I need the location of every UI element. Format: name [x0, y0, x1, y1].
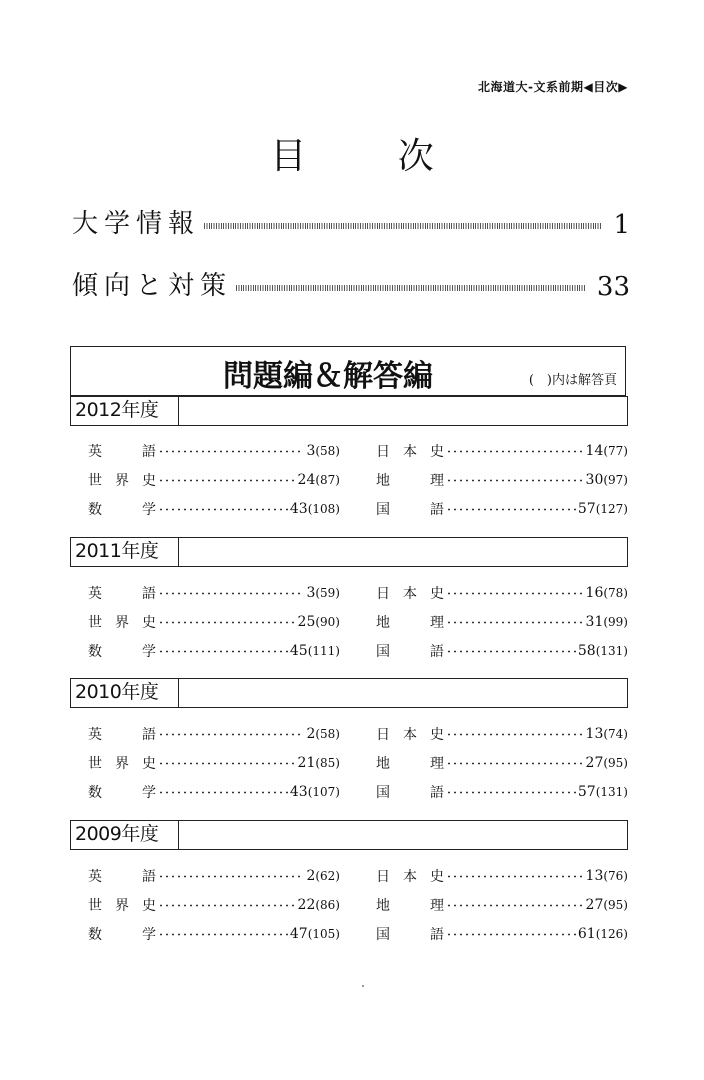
- subject-name: 世 界 史: [88, 473, 156, 489]
- scan-speck: [362, 985, 364, 987]
- leader-dots: [446, 904, 584, 907]
- question-page: 57: [577, 501, 596, 517]
- subject-entry[interactable]: [88, 640, 340, 662]
- page-numbers: [586, 585, 628, 601]
- answer-page: (111): [307, 644, 340, 658]
- subject-entry[interactable]: [376, 640, 628, 662]
- leader-dots: [158, 592, 304, 595]
- subject-name: 英 語: [88, 444, 156, 460]
- question-page: 14: [585, 443, 604, 459]
- subject-name: 世 界 史: [88, 615, 156, 631]
- subject-name: 地 理: [376, 473, 444, 489]
- answer-page: (58): [315, 444, 340, 458]
- subject-name: 地 理: [376, 756, 444, 772]
- answer-page: (95): [603, 756, 628, 770]
- subject-name: 日 本 史: [376, 727, 444, 743]
- subject-entry[interactable]: [376, 781, 628, 803]
- page-numbers: [586, 897, 628, 913]
- page-numbers: [298, 472, 340, 488]
- answer-page: (74): [603, 727, 628, 741]
- subject-row: [88, 582, 628, 611]
- question-page: 3: [306, 443, 316, 459]
- year-heading: [70, 820, 628, 850]
- subject-name: 地 理: [376, 898, 444, 914]
- answer-page: (58): [315, 727, 340, 741]
- page-numbers: [298, 897, 340, 913]
- subject-name: 英 語: [88, 586, 156, 602]
- leader-dots: [158, 450, 304, 453]
- year-heading: [70, 537, 628, 567]
- subject-list: [88, 440, 628, 527]
- section-note: ( )内は解答頁: [528, 373, 617, 388]
- question-page: 47: [289, 926, 308, 942]
- toc-entry[interactable]: [72, 200, 630, 240]
- subject-name: 数 学: [88, 785, 156, 801]
- subject-list: [88, 865, 628, 952]
- subject-name: 国 語: [376, 785, 444, 801]
- subject-list: [88, 723, 628, 810]
- subject-name: 日 本 史: [376, 444, 444, 460]
- subject-entry[interactable]: [88, 469, 340, 491]
- subject-name: 数 学: [88, 927, 156, 943]
- subject-name: 英 語: [88, 727, 156, 743]
- year-label: 2012年度: [71, 397, 179, 425]
- subject-row: [88, 611, 628, 640]
- subject-row: [88, 752, 628, 781]
- subject-entry[interactable]: [88, 440, 340, 462]
- subject-entry[interactable]: [376, 894, 628, 916]
- subject-entry[interactable]: [376, 582, 628, 604]
- answer-page: (59): [315, 586, 340, 600]
- subject-entry[interactable]: [88, 611, 340, 633]
- question-page: 2: [306, 868, 316, 884]
- page-numbers: [290, 643, 340, 659]
- answer-page: (77): [603, 444, 628, 458]
- question-page: 21: [297, 755, 316, 771]
- page-numbers: [578, 926, 628, 942]
- page-numbers: [586, 726, 628, 742]
- toc-entry-label: 大学情報: [72, 209, 201, 239]
- answer-page: (86): [315, 898, 340, 912]
- subject-name: 国 語: [376, 502, 444, 518]
- question-page: 27: [585, 755, 604, 771]
- subject-list: [88, 582, 628, 669]
- question-page: 16: [585, 585, 604, 601]
- leader-dots: [446, 592, 584, 595]
- subject-name: 数 学: [88, 644, 156, 660]
- toc-entry[interactable]: [72, 262, 630, 302]
- leader-dots: [446, 791, 576, 794]
- page-title: 目 次: [270, 136, 474, 177]
- year-label: 2010年度: [71, 679, 179, 707]
- subject-entry[interactable]: [376, 469, 628, 491]
- subject-row: [88, 469, 628, 498]
- subject-entry[interactable]: [376, 498, 628, 520]
- subject-name: 世 界 史: [88, 756, 156, 772]
- subject-entry[interactable]: [376, 611, 628, 633]
- question-page: 25: [297, 614, 316, 630]
- answer-page: (78): [603, 586, 628, 600]
- subject-name: 地 理: [376, 615, 444, 631]
- answer-page: (62): [315, 869, 340, 883]
- leader-dots: [158, 650, 288, 653]
- year-label: 2009年度: [71, 821, 179, 849]
- leader-dots: [446, 933, 576, 936]
- subject-entry[interactable]: [88, 781, 340, 803]
- year-heading: [70, 396, 628, 426]
- subject-name: 国 語: [376, 644, 444, 660]
- page-numbers: [298, 614, 340, 630]
- subject-entry[interactable]: [88, 723, 340, 745]
- page-numbers: [290, 926, 340, 942]
- question-page: 45: [289, 643, 308, 659]
- toc-entry-page: 33: [596, 272, 630, 302]
- subject-name: 国 語: [376, 927, 444, 943]
- section-title-box: [70, 346, 626, 396]
- page-numbers: [578, 501, 628, 517]
- page-numbers: [578, 643, 628, 659]
- answer-page: (76): [603, 869, 628, 883]
- year-heading: [70, 678, 628, 708]
- page-numbers: [298, 755, 340, 771]
- subject-name: 英 語: [88, 869, 156, 885]
- question-page: 13: [585, 726, 604, 742]
- running-header: 北海道大-文系前期◀目次▶: [478, 80, 628, 94]
- answer-page: (131): [595, 644, 628, 658]
- answer-page: (105): [307, 927, 340, 941]
- leader-dots: [446, 650, 576, 653]
- leader-dots: [158, 762, 296, 765]
- leader-dots: [158, 508, 288, 511]
- answer-page: (85): [315, 756, 340, 770]
- answer-page: (131): [595, 785, 628, 799]
- question-page: 61: [577, 926, 596, 942]
- subject-row: [88, 498, 628, 527]
- page-numbers: [586, 472, 628, 488]
- answer-page: (95): [603, 898, 628, 912]
- subject-entry[interactable]: [88, 498, 340, 520]
- subject-name: 世 界 史: [88, 898, 156, 914]
- answer-page: (126): [595, 927, 628, 941]
- section-title: 問題編＆解答編: [223, 359, 433, 394]
- subject-row: [88, 894, 628, 923]
- subject-entry[interactable]: [376, 865, 628, 887]
- leader-dots: [446, 621, 584, 624]
- answer-page: (108): [307, 502, 340, 516]
- question-page: 43: [289, 784, 308, 800]
- toc-entry-label: 傾向と対策: [72, 271, 233, 301]
- question-page: 43: [289, 501, 308, 517]
- year-label: 2011年度: [71, 538, 179, 566]
- page-numbers: [306, 726, 340, 742]
- answer-page: (97): [603, 473, 628, 487]
- leader-dots: [158, 933, 288, 936]
- page-numbers: [586, 755, 628, 771]
- subject-entry[interactable]: [376, 923, 628, 945]
- leader-dots: [446, 875, 584, 878]
- page-numbers: [290, 501, 340, 517]
- question-page: 13: [585, 868, 604, 884]
- question-page: 31: [585, 614, 604, 630]
- page-numbers: [306, 868, 340, 884]
- question-page: 57: [577, 784, 596, 800]
- leader-dots: [158, 791, 288, 794]
- page-numbers: [306, 585, 340, 601]
- question-page: 30: [585, 472, 604, 488]
- answer-page: (90): [315, 615, 340, 629]
- leader-dots: [446, 479, 584, 482]
- subject-entry[interactable]: [376, 723, 628, 745]
- leader-dots: [158, 479, 296, 482]
- question-page: 2: [306, 726, 316, 742]
- subject-entry[interactable]: [88, 582, 340, 604]
- question-page: 58: [577, 643, 596, 659]
- subject-entry[interactable]: [88, 865, 340, 887]
- question-page: 27: [585, 897, 604, 913]
- subject-name: 数 学: [88, 502, 156, 518]
- subject-name: 日 本 史: [376, 586, 444, 602]
- subject-entry[interactable]: [88, 923, 340, 945]
- subject-row: [88, 865, 628, 894]
- page-numbers: [290, 784, 340, 800]
- subject-entry[interactable]: [88, 894, 340, 916]
- question-page: 24: [297, 472, 316, 488]
- subject-entry[interactable]: [376, 440, 628, 462]
- leader-dots: [446, 733, 584, 736]
- leader-dots: [158, 904, 296, 907]
- question-page: 22: [297, 897, 316, 913]
- subject-entry[interactable]: [88, 752, 340, 774]
- toc-entry-page: 1: [613, 210, 630, 240]
- page-numbers: [586, 443, 628, 459]
- subject-row: [88, 723, 628, 752]
- leader-line: [204, 223, 601, 229]
- subject-name: 日 本 史: [376, 869, 444, 885]
- page-numbers: [586, 614, 628, 630]
- answer-page: (99): [603, 615, 628, 629]
- page-numbers: [586, 868, 628, 884]
- subject-row: [88, 923, 628, 952]
- leader-dots: [446, 508, 576, 511]
- leader-dots: [158, 621, 296, 624]
- answer-page: (107): [307, 785, 340, 799]
- question-page: 3: [306, 585, 316, 601]
- answer-page: (127): [595, 502, 628, 516]
- subject-row: [88, 781, 628, 810]
- subject-row: [88, 640, 628, 669]
- leader-dots: [158, 875, 304, 878]
- leader-dots: [446, 450, 584, 453]
- answer-page: (87): [315, 473, 340, 487]
- leader-dots: [158, 733, 304, 736]
- leader-line: [236, 285, 585, 291]
- subject-row: [88, 440, 628, 469]
- page-numbers: [306, 443, 340, 459]
- page-numbers: [578, 784, 628, 800]
- leader-dots: [446, 762, 584, 765]
- subject-entry[interactable]: [376, 752, 628, 774]
